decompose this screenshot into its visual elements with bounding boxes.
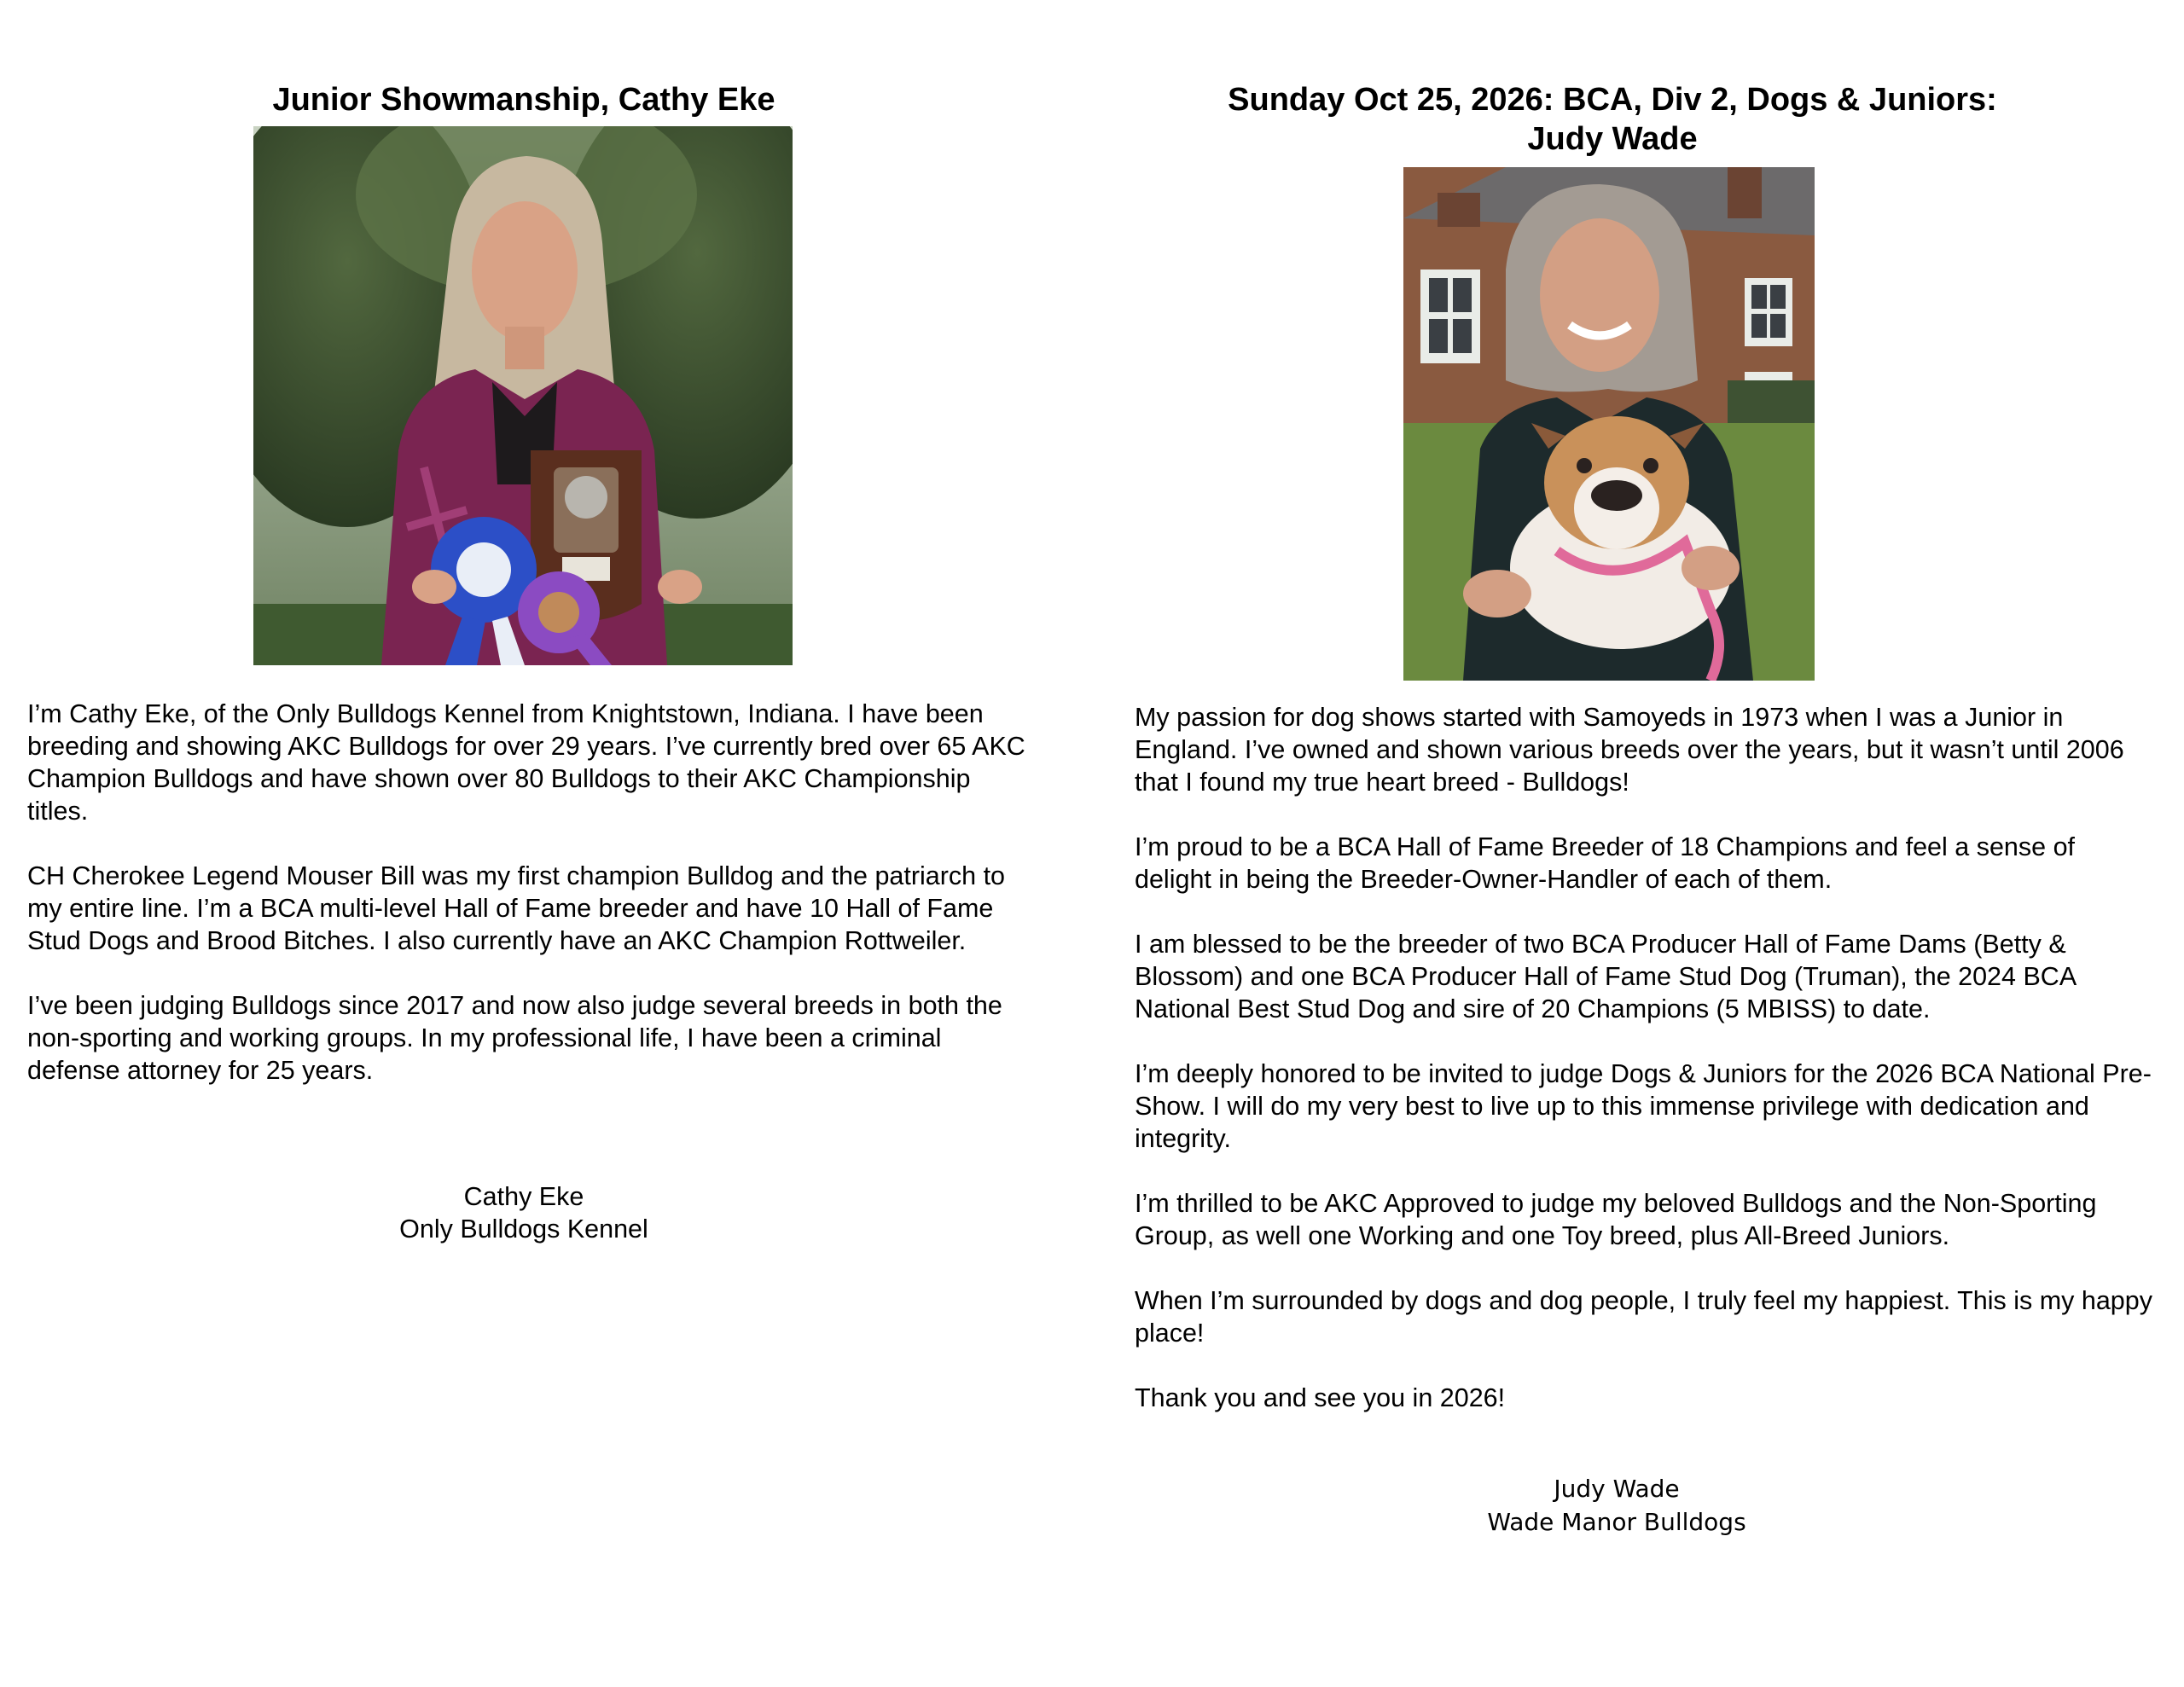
right-bio (1135, 701, 2158, 1414)
right-signature (1109, 1472, 2124, 1539)
right-paragraph: I’m proud to be a BCA Hall of Fame Breeder of 18 Champions and feel a sense of delight in being the Breeder-Owner-Handler of each of them. (1135, 832, 2076, 894)
right-heading (1109, 80, 2116, 159)
right-signature-kennel: Wade Manor Bulldogs (1487, 1508, 1746, 1536)
left-bio (27, 698, 1034, 1119)
right-paragraph: I’m deeply honored to be invited to judge Dogs & Juniors for the 2026 BCA National Pre-Show. I will do my very best to live up to this immense privilege with dedication and integrity. (1135, 1059, 2152, 1153)
left-signature-name: Cathy Eke (463, 1182, 584, 1211)
left-paragraph: I’m Cathy Eke, of the Only Bulldogs Kennel from Knightstown, Indiana. I have been breeding and showing AKC Bulldogs for over 29 years. I’ve currently bred over 65 AKC Champion Bulldogs and have shown over 80 Bulldogs to their AKC Championship titles. (27, 699, 1025, 826)
right-paragraph: I am blessed to be the breeder of two BCA Producer Hall of Fame Dams (Betty & Blossom) and one BCA Producer Hall of Fame Stud Dog (Truman), the 2024 BCA National Best Stud Dog and sire of 20 Champions (5 MBISS) to date. (1135, 930, 2076, 1023)
right-heading-line1: Sunday Oct 25, 2026: BCA, Div 2, Dogs & Juniors: (1228, 82, 1997, 118)
left-heading: Junior Showmanship, Cathy Eke (272, 82, 775, 118)
right-paragraph: Thank you and see you in 2026! (1135, 1383, 1506, 1412)
right-signature-name: Judy Wade (1554, 1475, 1680, 1503)
cathy-eke-photo (253, 126, 793, 665)
left-paragraph: CH Cherokee Legend Mouser Bill was my first champion Bulldog and the patriarch to my entire line. I’m a BCA multi-level Hall of Fame breeder and have 10 Hall of Fame Stud Dogs and Brood Bitches. I also currently have an AKC Champion Rottweiler. (27, 861, 1006, 955)
right-paragraph: My passion for dog shows started with Samoyeds in 1973 when I was a Junior in England. I’ve owned and shown various breeds over the years, but it wasn’t until 2006 that I found my true heart breed - Bulldogs! (1135, 703, 2124, 797)
left-signature-kennel: Only Bulldogs Kennel (399, 1215, 648, 1244)
left-signature (0, 1180, 1048, 1245)
right-heading-line2: Judy Wade (1527, 121, 1698, 157)
right-paragraph: When I’m surrounded by dogs and dog people, I truly feel my happiest. This is my happy place! (1135, 1286, 2152, 1348)
left-paragraph: I’ve been judging Bulldogs since 2017 and now also judge several breeds in both the non-sporting and working groups. In my professional life, I have been a criminal defense attorney for 25 years. (27, 991, 1002, 1085)
right-paragraph: I’m thrilled to be AKC Approved to judge my beloved Bulldogs and the Non-Sporting Group, as well one Working and one Toy breed, plus All-Breed Juniors. (1135, 1189, 2097, 1250)
judy-wade-photo (1403, 167, 1815, 681)
